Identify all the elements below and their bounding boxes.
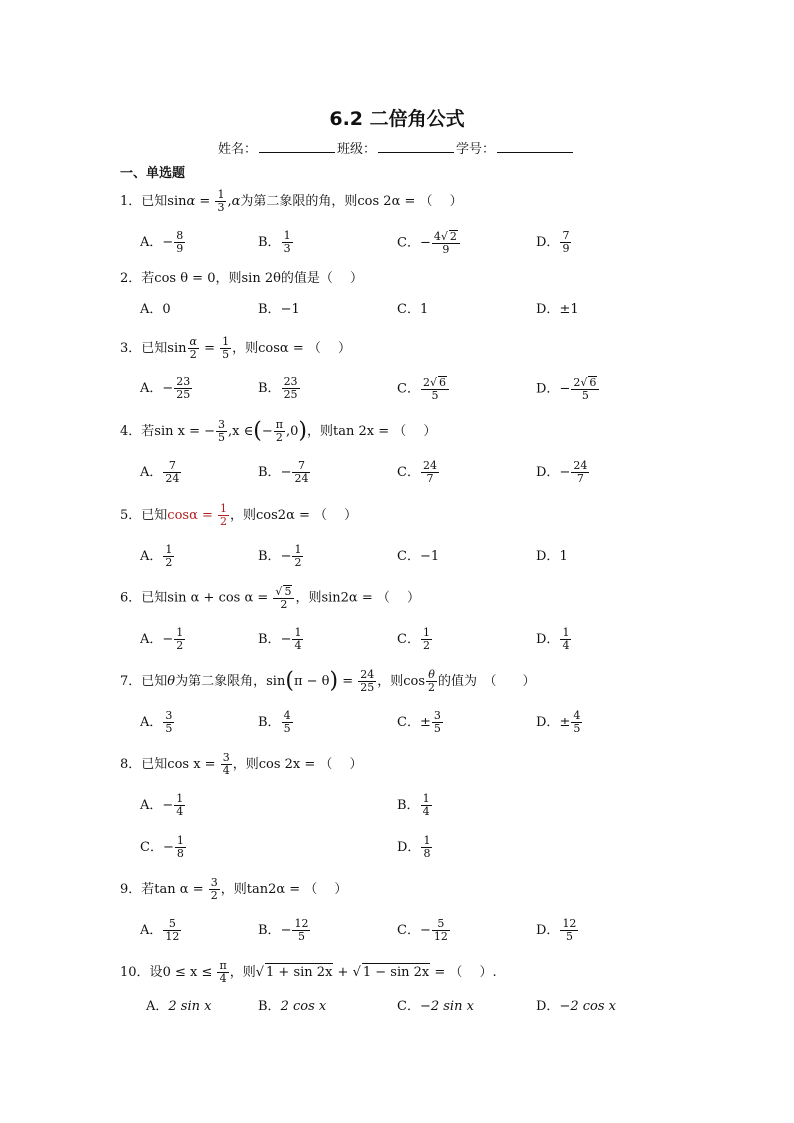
q7-option-d[interactable]: D．± $\frac{4}{5}$ xyxy=(536,709,581,735)
q9-option-c[interactable]: C．− $\frac{5}{12}$ xyxy=(397,917,448,943)
q5-option-b[interactable]: B．− $\frac{1}{2}$ xyxy=(258,543,302,569)
page-title: 6.2 二倍角公式 xyxy=(329,108,465,130)
q2-option-c[interactable]: C．1 xyxy=(397,302,429,317)
name-blank[interactable] xyxy=(259,141,335,153)
q9-option-b[interactable]: B．− $\frac{12}{5}$ xyxy=(258,917,309,943)
question-7: 7．已知θ为第二象限角，sin(π − θ) = $\frac{24}{25}$ ，则cos $\frac{\theta}{2}$ 的值为 （ ） xyxy=(120,668,536,694)
question-9: 9．若tan α = $\frac{3}{2}$ ，则tan2α = （ ） xyxy=(120,876,348,902)
q6-option-d[interactable]: D． $\frac{1}{4}$ xyxy=(536,626,570,652)
q1-option-b[interactable]: B． $\frac{1}{3}$ xyxy=(258,229,291,255)
q9-option-d[interactable]: D． $\frac{12}{5}$ xyxy=(536,917,577,943)
q6-option-a[interactable]: A．− $\frac{1}{2}$ xyxy=(140,626,184,652)
q1-option-a[interactable]: A．− $\frac{8}{9}$ xyxy=(140,229,184,255)
question-10: 10．设0 ≤ x ≤ $\frac{\pi}{4}$ ，则√ 1 + sin 2x + √ 1 − sin 2x = （ ）. xyxy=(120,959,497,985)
id-blank[interactable] xyxy=(497,141,573,153)
class-label: 班级： xyxy=(337,142,377,157)
q4-option-a[interactable]: A． $\frac{7}{24}$ xyxy=(140,459,180,485)
q9-option-a[interactable]: A． $\frac{5}{12}$ xyxy=(140,917,180,943)
q10-option-a[interactable]: A．2 sin x xyxy=(146,999,212,1014)
q10-option-b[interactable]: B．2 cos x xyxy=(258,999,327,1014)
q7-option-a[interactable]: A． $\frac{3}{5}$ xyxy=(140,709,173,735)
q6-option-b[interactable]: B．− $\frac{1}{4}$ xyxy=(258,626,302,652)
q2-option-a[interactable]: A．0 xyxy=(140,302,171,317)
id-label: 学号： xyxy=(456,142,496,157)
q5-option-c[interactable]: C．−1 xyxy=(397,549,440,564)
q5-option-d[interactable]: D．1 xyxy=(536,549,568,564)
q6-option-c[interactable]: C． $\frac{1}{2}$ xyxy=(397,626,430,652)
q2-option-b[interactable]: B．−1 xyxy=(258,302,300,317)
section-heading: 一、单选题 xyxy=(120,166,186,181)
student-info xyxy=(218,138,575,157)
q3-option-d[interactable]: D．− $\frac{2√ 6}{5}$ xyxy=(536,376,600,402)
question-3: 3．已知sin $\frac{\alpha}{2}$ = $\frac{1}{5}$ ，则cosα = （ ） xyxy=(120,335,351,361)
q2-option-d[interactable]: D．±1 xyxy=(536,302,579,317)
q1-option-c[interactable]: C．− $\frac{4√ 2}{9}$ xyxy=(397,230,461,256)
q10-option-d[interactable]: D．−2 cos x xyxy=(536,999,616,1014)
q4-option-c[interactable]: C． $\frac{24}{7}$ xyxy=(397,459,437,485)
q4-option-d[interactable]: D．− $\frac{24}{7}$ xyxy=(536,459,588,485)
q1-option-d[interactable]: D． $\frac{7}{9}$ xyxy=(536,229,570,255)
q3-option-c[interactable]: C． $\frac{2√ 6}{5}$ xyxy=(397,376,450,402)
q8-option-d[interactable]: D． $\frac{1}{8}$ xyxy=(397,834,431,860)
question-6: 6．已知sin α + cos α = $\frac{√ 5}{2}$ ，则sin2α = （ ） xyxy=(120,585,420,611)
q8-option-b[interactable]: B． $\frac{1}{4}$ xyxy=(397,792,430,818)
name-label: 姓名： xyxy=(218,142,258,157)
q10-option-c[interactable]: C．−2 sin x xyxy=(397,999,474,1014)
question-5: 5．已知cosα = $\frac{1}{2}$ ，则cos2α = （ ） xyxy=(120,502,358,528)
q8-option-c[interactable]: C．− $\frac{1}{8}$ xyxy=(140,834,184,860)
q3-option-a[interactable]: A．− $\frac{23}{25}$ xyxy=(140,375,191,401)
question-1: 1．已知sinα = $\frac{1}{3}$ ,α为第二象限的角，则cos 2α = （ ） xyxy=(120,188,463,214)
fraction: $\frac{1}{3}$ xyxy=(217,188,225,214)
q4-option-b[interactable]: B．− $\frac{7}{24}$ xyxy=(258,459,309,485)
question-8: 8．已知cos x = $\frac{3}{4}$ ，则cos 2x = （ ） xyxy=(120,751,363,777)
q7-option-b[interactable]: B． $\frac{4}{5}$ xyxy=(258,709,291,735)
q5-option-a[interactable]: A． $\frac{1}{2}$ xyxy=(140,543,173,569)
question-4: 4．若sin x = − $\frac{3}{5}$ ,x ∈(− $\frac{\pi}{2}$ ,0)，则tan 2x = （ ） xyxy=(120,418,437,444)
q3-option-b[interactable]: B． $\frac{23}{25}$ xyxy=(258,375,298,401)
q8-option-a[interactable]: A．− $\frac{1}{4}$ xyxy=(140,792,184,818)
class-blank[interactable] xyxy=(378,141,454,153)
question-2: 2．若cos θ = 0，则sin 2θ的值是（ ） xyxy=(120,271,364,286)
q7-option-c[interactable]: C．± $\frac{3}{5}$ xyxy=(397,709,441,735)
